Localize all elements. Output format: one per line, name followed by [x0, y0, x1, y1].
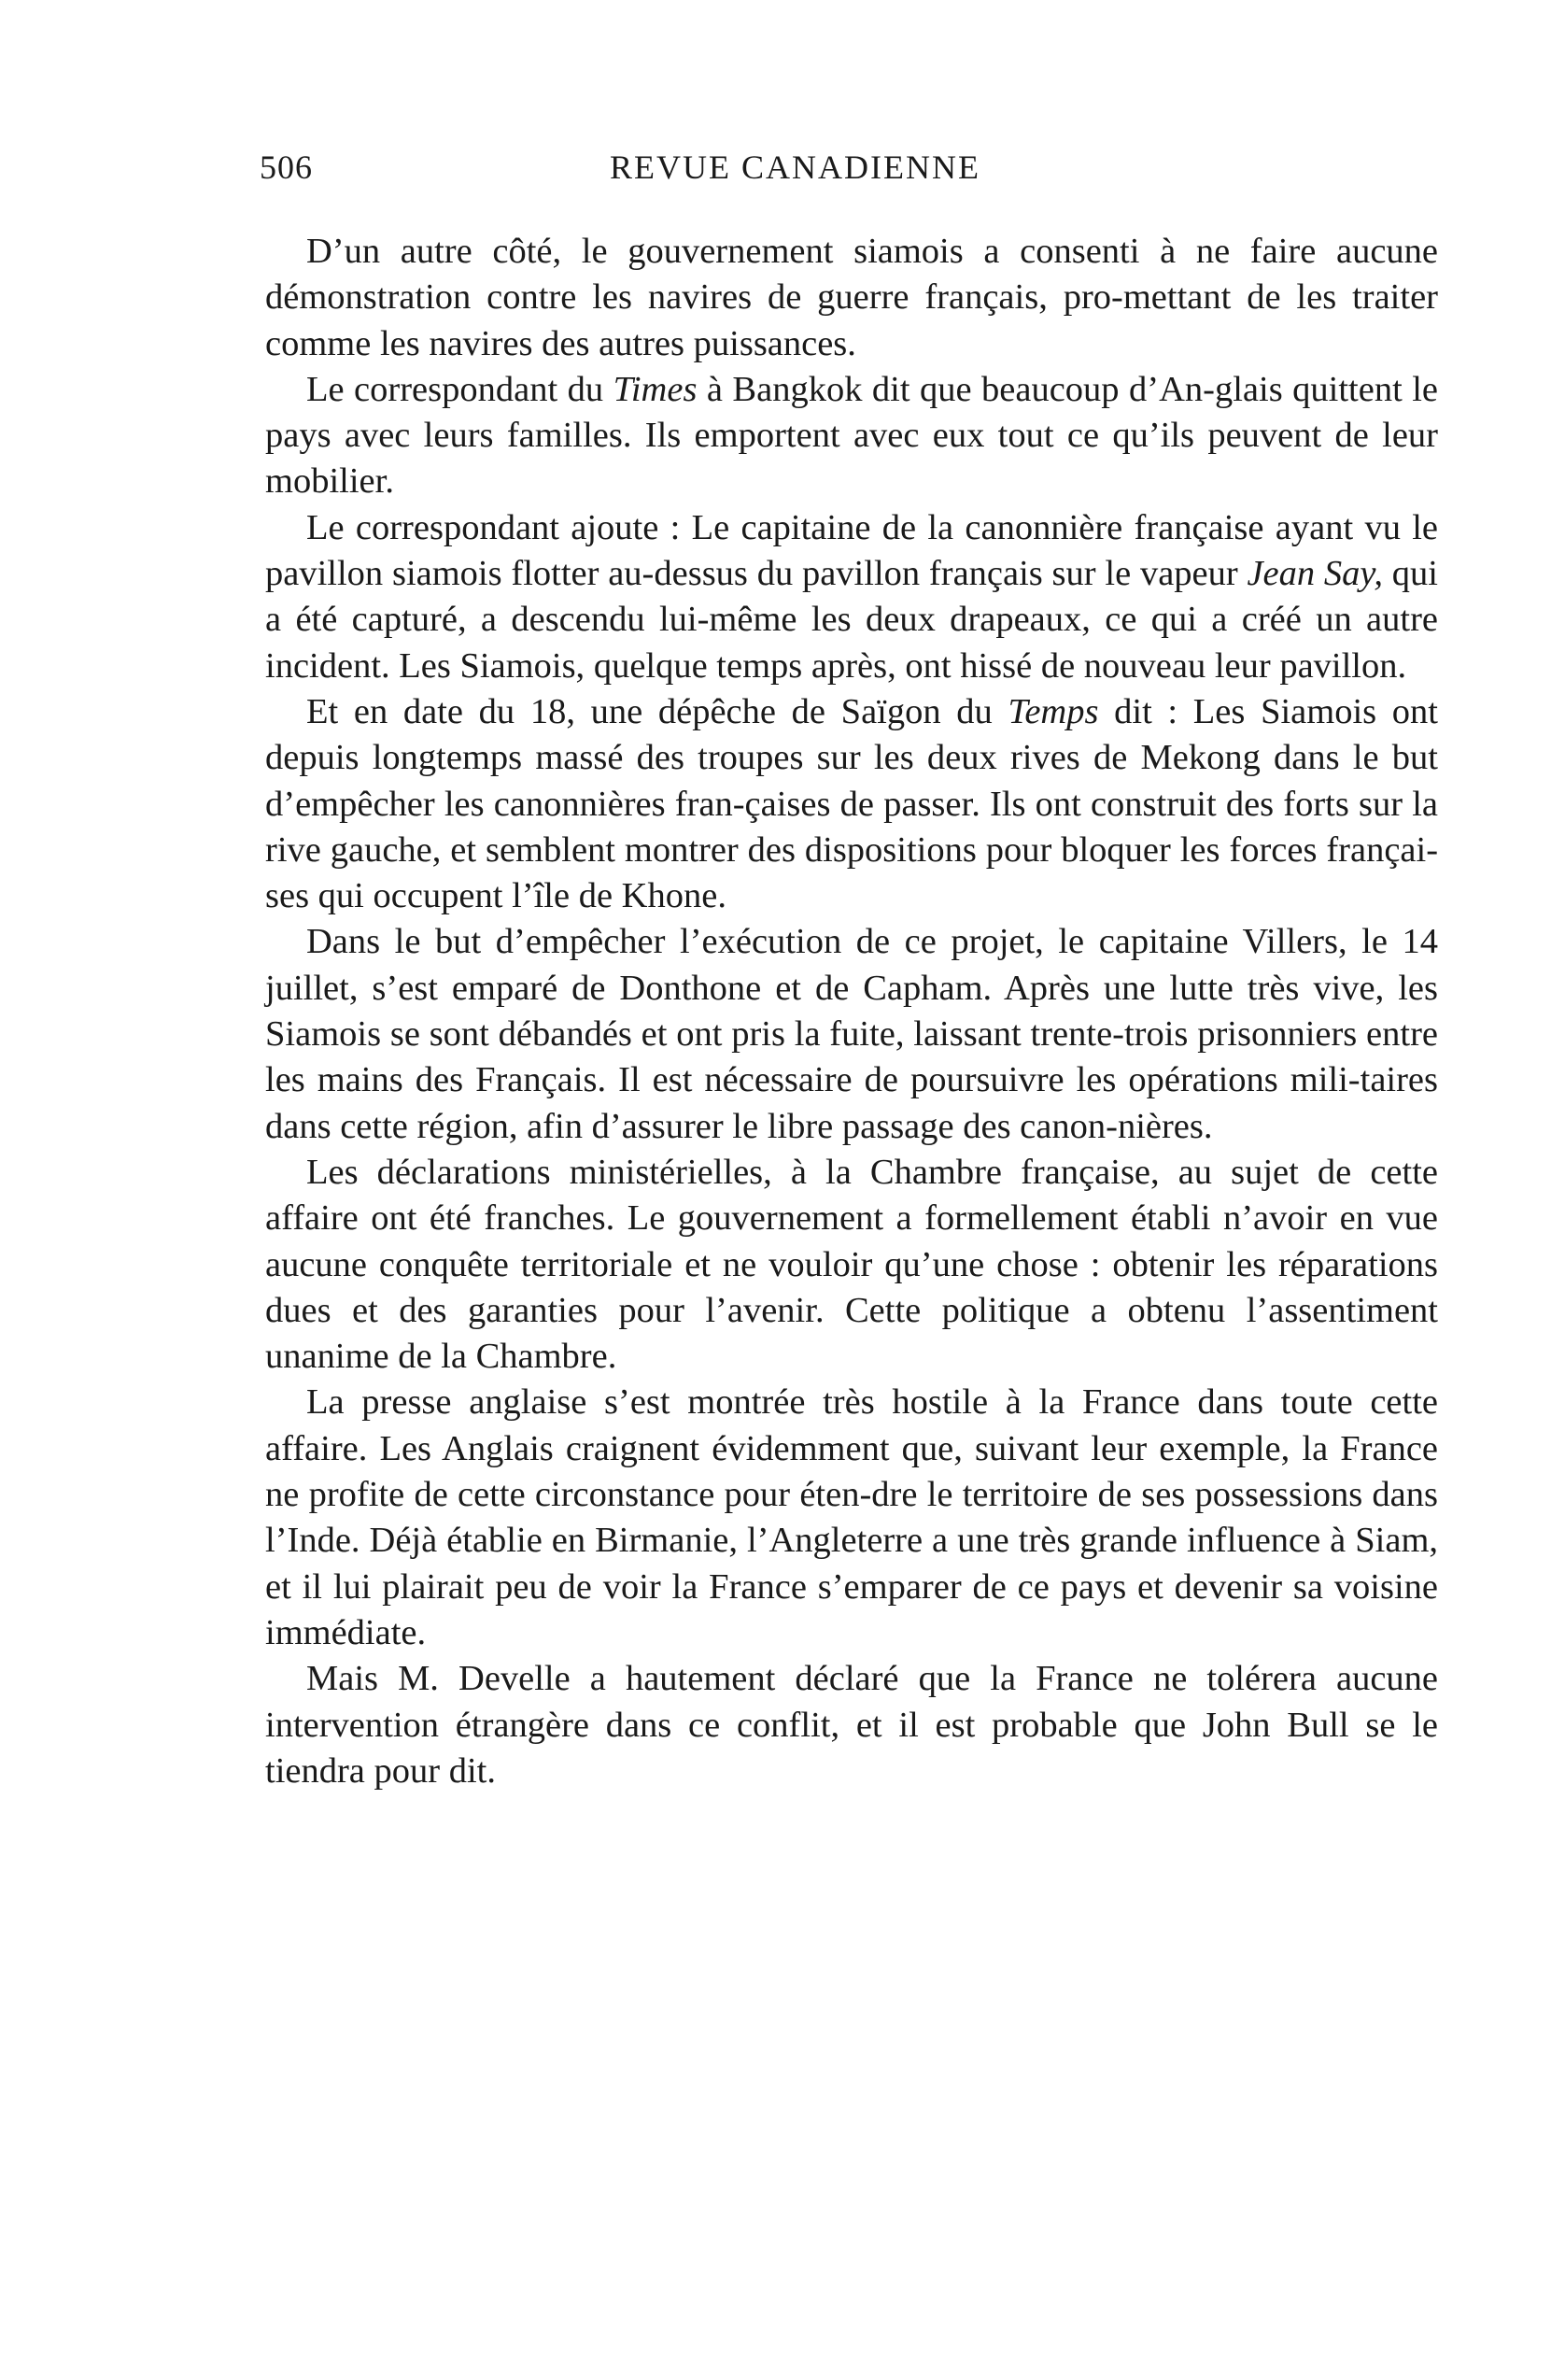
paragraph — [265, 505, 1438, 689]
text-segment: tout ce qu’ils peuvent de leur mobilier. — [265, 416, 1439, 502]
text-segment: leur exemple, la France ne profite de cette circonstance pour éten- — [265, 1428, 1439, 1515]
text-segment: pris la fuite, laissant trente-trois prisonniers entre les mains des — [265, 1014, 1438, 1100]
text-segment: Mais M. Develle a hautement déclaré que la France ne tolérera — [306, 1659, 1317, 1699]
text-segment: Et en date du 18, une dépêche de Saïgon du — [306, 691, 1008, 731]
text-segment: les deux drapeaux, ce qui a créé un autre incident. Les Siamois, — [265, 600, 1438, 686]
paragraph — [265, 367, 1438, 505]
italic-text: Times — [613, 369, 698, 409]
text-segment: Birmanie, l’Angleterre a une très grande influence à Siam, et il — [265, 1521, 1439, 1607]
text-segment: ses qui occupent l’île de Khone. — [265, 876, 726, 916]
text-segment: Après une lutte très vive, les Siamois se sont débandés et ont — [265, 968, 1438, 1055]
text-segment: aucune démonstration contre les navires de guerre français, pro- — [265, 232, 1438, 318]
paragraph — [265, 919, 1438, 1149]
text-segment: semblent montrer des dispositions pour bloquer les forces françai- — [485, 829, 1439, 870]
text-segment: Siamois ont depuis longtemps massé des troupes sur les deux — [265, 691, 1438, 778]
text-segment: Dans le but d’empêcher l’exécution de ce projet, le capitaine — [306, 922, 1229, 962]
text-segment: quelque temps après, ont hissé de nouveau leur pavillon. — [593, 645, 1407, 686]
text-segment: lui plairait peu de voir la France s’emparer de ce pays et devenir — [332, 1566, 1283, 1607]
text-segment: à Bangkok dit que beaucoup d’An- — [697, 369, 1215, 409]
running-head — [260, 148, 1438, 204]
italic-text: Jean Say, — [1247, 554, 1384, 594]
page-number: 506 — [260, 149, 313, 186]
text-segment: Français. Il est nécessaire de poursuivre les opérations mili- — [475, 1060, 1361, 1100]
text-segment: dre le territoire de ses possessions dans l’Inde. Déjà établie en — [265, 1475, 1439, 1561]
text-segment: glais quittent le pays avec leurs familles. Ils emportent avec eux — [265, 369, 1439, 456]
text-segment: Chambre. — [475, 1337, 617, 1377]
text-segment: sa voisine immédiate. — [265, 1566, 1438, 1652]
text-segment: çaises de passer. Ils ont construit des forts sur la rive gauche, et — [265, 784, 1438, 870]
text-segment: John Bull se le tiendra pour dit. — [265, 1705, 1438, 1791]
text-segment: mettant de les traiter comme les navires des autres puissances. — [265, 277, 1438, 363]
text-segment: D’un autre côté, le gouvernement siamois a consenti à ne faire — [306, 232, 1317, 271]
text-segment: ayant vu le pavillon siamois flotter au-dessus du pavillon français — [265, 507, 1439, 594]
text-segment: toute cette affaire. Les Anglais craignent évidemment que, suivant — [265, 1382, 1438, 1468]
text-segment: La presse anglaise s’est montrée très hostile à la France dans — [306, 1382, 1263, 1423]
text-segment: Les déclarations ministérielles, à la Chambre française, au sujet — [306, 1152, 1299, 1192]
text-segment: aucune intervention étrangère dans ce conflit, et il est probable que — [265, 1659, 1438, 1745]
text-segment: Le correspondant ajoute : Le capitaine de la canonnière française — [306, 507, 1264, 547]
paragraph — [265, 1380, 1438, 1656]
text-segment: qu’une chose : obtenir les réparations dues et des garanties pour — [265, 1244, 1439, 1330]
paragraph — [265, 229, 1438, 367]
italic-text: Temps — [1008, 691, 1099, 731]
text-segment: dit : Les — [1098, 691, 1246, 731]
text-segment: nières. — [1117, 1106, 1213, 1146]
article-body — [265, 229, 1438, 1794]
text-segment: Le correspondant du — [306, 369, 613, 409]
text-segment: l’avenir. Cette politique a obtenu l’assentiment unanime de la — [265, 1290, 1438, 1377]
text-segment: établi n’avoir en vue aucune conquête territoriale et ne vouloir — [265, 1198, 1439, 1284]
journal-title: REVUE CANADIENNE — [610, 149, 980, 186]
text-segment: de cette affaire ont été franches. Le gouvernement a formellement — [265, 1152, 1438, 1239]
paragraph — [265, 1150, 1438, 1380]
text-segment: qui a été capturé, a descendu lui-même — [265, 554, 1438, 640]
paragraph — [265, 689, 1438, 919]
text-segment: Villers, le 14 juillet, s’est emparé de Donthone et de Capham. — [265, 922, 1438, 1008]
text-segment: taires dans cette région, afin d’assurer le libre passage des canon- — [265, 1060, 1438, 1146]
paragraph — [265, 1656, 1438, 1794]
text-segment: rives de Mekong dans le but d’empêcher les canonnières fran- — [265, 738, 1438, 824]
text-segment: sur le vapeur — [1051, 554, 1248, 594]
